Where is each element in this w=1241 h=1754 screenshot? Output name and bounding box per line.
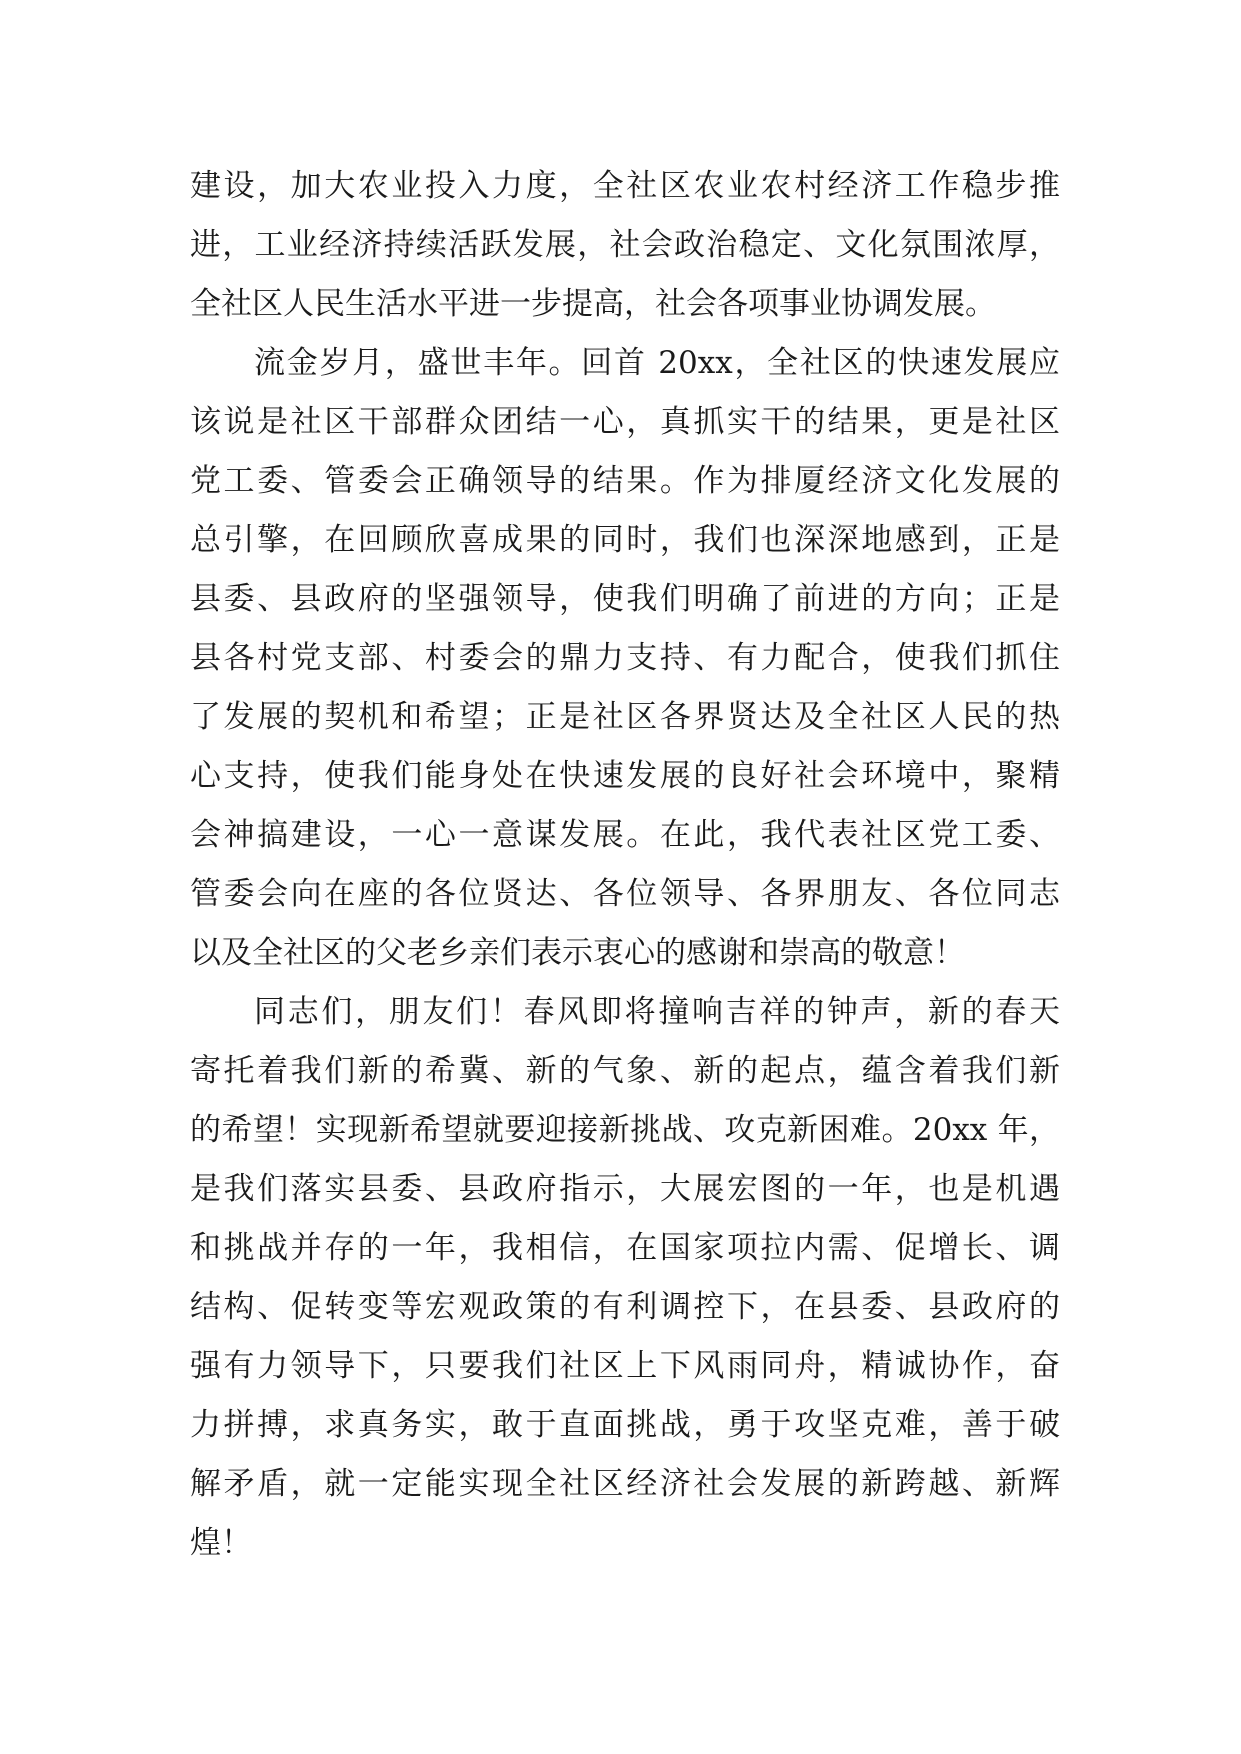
text-line: 建设，加大农业投入力度，全社区农业农村经济工作稳步推 — [190, 168, 1060, 204]
text-line: 解矛盾，就一定能实现全社区经济社会发展的新跨越、新辉 — [190, 1466, 1060, 1502]
text-line: 县各村党支部、村委会的鼎力支持、有力配合，使我们抓住 — [190, 640, 1060, 676]
text-line: 是我们落实县委、县政府指示，大展宏图的一年，也是机遇 — [190, 1171, 1060, 1207]
text-line: 煌！ — [190, 1525, 252, 1561]
text-line: 心支持，使我们能身处在快速发展的良好社会环境中，聚精 — [190, 758, 1060, 794]
text-line: 会神搞建设，一心一意谋发展。在此，我代表社区党工委、 — [190, 817, 1060, 853]
text-line: 结构、促转变等宏观政策的有利调控下，在县委、县政府的 — [190, 1289, 1060, 1325]
text-line: 强有力领导下，只要我们社区上下风雨同舟，精诚协作，奋 — [190, 1348, 1060, 1384]
text-line: 党工委、管委会正确领导的结果。作为排厦经济文化发展的 — [190, 463, 1060, 499]
text-line: 同志们，朋友们！春风即将撞响吉祥的钟声，新的春天 — [254, 994, 1060, 1030]
text-line: 寄托着我们新的希冀、新的气象、新的起点，蕴含着我们新 — [190, 1053, 1060, 1089]
text-line: 进，工业经济持续活跃发展，社会政治稳定、文化氛围浓厚， — [190, 227, 1060, 263]
text-line: 县委、县政府的坚强领导，使我们明确了前进的方向；正是 — [190, 581, 1060, 617]
text-line: 以及全社区的父老乡亲们表示衷心的感谢和崇高的敬意！ — [190, 935, 965, 971]
text-line: 的希望！实现新希望就要迎接新挑战、攻克新困难。20xx 年， — [190, 1112, 1060, 1148]
text-line: 力拼搏，求真务实，敢于直面挑战，勇于攻坚克难，善于破 — [190, 1407, 1060, 1443]
text-line: 总引擎，在回顾欣喜成果的同时，我们也深深地感到，正是 — [190, 522, 1060, 558]
text-line: 和挑战并存的一年，我相信，在国家项拉内需、促增长、调 — [190, 1230, 1060, 1266]
text-line: 管委会向在座的各位贤达、各位领导、各界朋友、各位同志 — [190, 876, 1060, 912]
text-line: 该说是社区干部群众团结一心，真抓实干的结果，更是社区 — [190, 404, 1060, 440]
text-line: 流金岁月，盛世丰年。回首 20xx，全社区的快速发展应 — [254, 345, 1060, 381]
text-line: 了发展的契机和希望；正是社区各界贤达及全社区人民的热 — [190, 699, 1060, 735]
document-body — [190, 157, 1060, 1573]
text-line: 全社区人民生活水平进一步提高，社会各项事业协调发展。 — [190, 286, 996, 322]
